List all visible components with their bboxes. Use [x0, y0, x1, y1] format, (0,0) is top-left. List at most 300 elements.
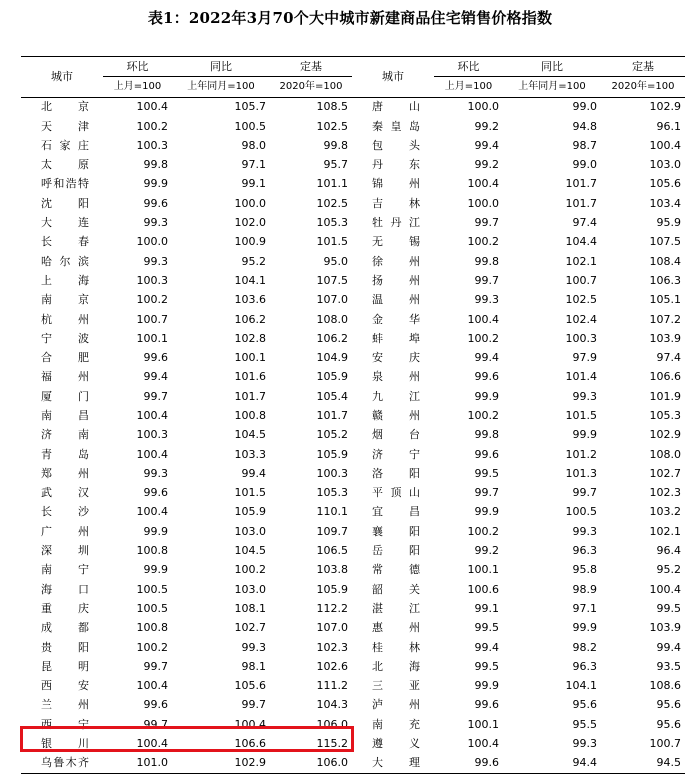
cell-yoy-right: 97.4	[572, 216, 597, 230]
cell-yoy-left: 101.5	[234, 486, 266, 500]
cell-mom-right: 100.6	[467, 582, 499, 596]
table-row	[21, 368, 685, 387]
cell-mom-left: 99.9	[143, 177, 168, 191]
cell-base-left: 102.5	[316, 196, 348, 210]
cell-yoy-right: 99.7	[572, 486, 597, 500]
cell-mom-right: 100.4	[467, 177, 499, 191]
table-row	[21, 657, 685, 676]
cell-yoy-left: 97.1	[241, 158, 266, 172]
cell-yoy-left: 100.0	[234, 196, 266, 210]
cell-yoy-right: 104.1	[565, 679, 597, 693]
cell-city-right: 烟台	[372, 428, 420, 442]
cell-yoy-right: 99.9	[572, 428, 597, 442]
cell-mom-left: 100.4	[136, 679, 168, 693]
cell-city-left: 上海	[41, 273, 89, 287]
cell-base-left: 108.0	[316, 312, 348, 326]
cell-mom-right: 99.1	[474, 601, 499, 615]
cell-yoy-right: 100.3	[565, 331, 597, 345]
cell-city-left: 海口	[41, 582, 89, 596]
cell-base-right: 105.3	[649, 408, 681, 422]
cell-mom-right: 99.8	[474, 254, 499, 268]
cell-yoy-right: 99.3	[572, 737, 597, 751]
cell-city-right: 吉林	[372, 196, 420, 210]
cell-base-right: 102.1	[649, 524, 681, 538]
table-row	[21, 503, 685, 522]
cell-mom-right: 99.6	[474, 447, 499, 461]
cell-yoy-left: 102.9	[172, 754, 270, 774]
table-row	[21, 213, 685, 232]
cell-yoy-left: 101.6	[234, 370, 266, 384]
cell-city-left: 郑州	[41, 466, 89, 480]
price-index-table	[21, 56, 685, 774]
cell-yoy-left: 100.5	[234, 119, 266, 133]
table-row	[21, 445, 685, 464]
cell-base-right: 96.4	[656, 544, 681, 558]
table-body	[21, 97, 685, 773]
cell-yoy-left: 102.7	[234, 621, 266, 635]
cell-yoy-left: 103.0	[234, 524, 266, 538]
cell-yoy-left: 99.1	[241, 177, 266, 191]
cell-mom-right: 99.2	[474, 544, 499, 558]
cell-mom-left: 99.4	[143, 370, 168, 384]
cell-base-right: 108.4	[649, 254, 681, 268]
cell-city-left: 济南	[41, 428, 89, 442]
cell-base-right: 100.4	[649, 138, 681, 152]
cell-yoy-right: 102.1	[565, 254, 597, 268]
cell-city-right: 温州	[372, 293, 420, 307]
cell-base-right: 102.9	[649, 100, 681, 114]
cell-base-left: 105.3	[316, 216, 348, 230]
cell-base-right: 106.3	[649, 273, 681, 287]
cell-city-left: 兰州	[41, 698, 89, 712]
cell-mom-left: 99.9	[143, 563, 168, 577]
cell-yoy-right: 101.7	[565, 177, 597, 191]
cell-base-left: 106.0	[270, 754, 352, 774]
cell-yoy-left: 99.3	[241, 640, 266, 654]
cell-city-right: 锦州	[372, 177, 420, 191]
cell-yoy-right: 100.7	[565, 273, 597, 287]
cell-base-right: 107.2	[649, 312, 681, 326]
table-row	[21, 541, 685, 560]
cell-base-left: 106.5	[316, 544, 348, 558]
cell-base-left: 105.4	[316, 389, 348, 403]
cell-yoy-left: 102.8	[234, 331, 266, 345]
cell-yoy-left: 106.2	[234, 312, 266, 326]
table-row	[21, 252, 685, 271]
cell-yoy-left: 105.9	[234, 505, 266, 519]
cell-base-left: 108.5	[316, 100, 348, 114]
cell-base-left: 95.0	[323, 254, 348, 268]
cell-mom-right: 99.5	[474, 466, 499, 480]
cell-base-left: 104.3	[316, 698, 348, 712]
header-city-right: 城市	[352, 57, 434, 98]
cell-base-left: 110.1	[316, 505, 348, 519]
cell-city-right: 金华	[372, 312, 420, 326]
table-row	[21, 406, 685, 425]
cell-yoy-right: 101.4	[565, 370, 597, 384]
cell-base-right: 95.6	[656, 717, 681, 731]
table-row	[21, 638, 685, 657]
cell-mom-left: 101.0	[103, 754, 172, 774]
cell-city-left: 福州	[41, 370, 89, 384]
cell-city-right: 宜昌	[372, 505, 420, 519]
cell-base-left: 95.7	[323, 158, 348, 172]
cell-city-left: 武汉	[41, 486, 89, 500]
cell-mom-left: 100.7	[136, 312, 168, 326]
cell-base-left: 105.9	[316, 582, 348, 596]
cell-mom-left: 100.5	[136, 601, 168, 615]
cell-mom-left: 99.3	[143, 466, 168, 480]
cell-mom-right: 99.6	[434, 754, 503, 774]
table-row	[21, 561, 685, 580]
cell-city-left: 大连	[41, 216, 89, 230]
cell-base-right: 105.1	[649, 293, 681, 307]
cell-mom-left: 100.8	[136, 621, 168, 635]
cell-yoy-right: 98.2	[572, 640, 597, 654]
cell-yoy-left: 108.1	[234, 601, 266, 615]
cell-mom-left: 100.2	[136, 119, 168, 133]
cell-yoy-left: 104.5	[234, 544, 266, 558]
cell-base-left: 102.3	[316, 640, 348, 654]
cell-city-left: 银川	[41, 737, 89, 751]
cell-mom-right: 99.2	[474, 158, 499, 172]
table-row	[21, 522, 685, 541]
cell-city-right: 九江	[372, 389, 420, 403]
table-row	[21, 715, 685, 734]
table-row	[21, 117, 685, 136]
cell-yoy-right: 94.4	[503, 754, 601, 774]
table-row	[21, 348, 685, 367]
cell-yoy-right: 95.5	[572, 717, 597, 731]
cell-mom-left: 99.9	[143, 524, 168, 538]
cell-mom-right: 100.4	[467, 312, 499, 326]
cell-base-right: 103.2	[649, 505, 681, 519]
cell-yoy-right: 101.5	[565, 408, 597, 422]
cell-city-right: 扬州	[372, 273, 420, 287]
cell-base-left: 105.2	[316, 428, 348, 442]
cell-yoy-left: 100.8	[234, 408, 266, 422]
cell-mom-left: 100.3	[136, 273, 168, 287]
cell-mom-right: 100.2	[467, 331, 499, 345]
cell-city-left: 深圳	[41, 544, 89, 558]
cell-mom-left: 99.6	[143, 698, 168, 712]
cell-yoy-left: 105.6	[234, 679, 266, 693]
cell-base-right: 103.4	[649, 196, 681, 210]
cell-city-left: 合肥	[41, 351, 89, 365]
cell-city-left: 南昌	[41, 408, 89, 422]
cell-base-right: 93.5	[656, 659, 681, 673]
cell-city-right: 无锡	[372, 235, 420, 249]
cell-city-right: 平顶山	[372, 486, 420, 500]
cell-base-right: 100.7	[649, 737, 681, 751]
cell-mom-left: 99.7	[143, 389, 168, 403]
cell-base-right: 101.9	[649, 389, 681, 403]
cell-mom-left: 100.4	[136, 737, 168, 751]
cell-base-left: 99.8	[323, 138, 348, 152]
cell-mom-right: 99.7	[474, 216, 499, 230]
cell-city-right: 洛阳	[372, 466, 420, 480]
cell-yoy-right: 97.9	[572, 351, 597, 365]
cell-city-left: 重庆	[41, 601, 89, 615]
cell-base-right: 103.9	[649, 621, 681, 635]
cell-mom-right: 99.5	[474, 659, 499, 673]
table-row	[21, 754, 685, 774]
cell-city-right: 韶关	[372, 582, 420, 596]
table-row	[21, 97, 685, 117]
cell-city-left: 呼和浩特	[41, 177, 89, 191]
cell-base-right: 105.6	[649, 177, 681, 191]
cell-mom-right: 99.7	[474, 486, 499, 500]
cell-base-left: 101.7	[316, 408, 348, 422]
table-row	[21, 426, 685, 445]
cell-city-left: 北京	[41, 100, 89, 114]
cell-city-right: 安庆	[372, 351, 420, 365]
cell-yoy-left: 103.6	[234, 293, 266, 307]
cell-city-left: 沈阳	[41, 196, 89, 210]
cell-mom-left: 100.0	[136, 235, 168, 249]
cell-yoy-right: 98.9	[572, 582, 597, 596]
table-row	[21, 310, 685, 329]
header-yoy-sub-left: 上年同月=100	[172, 77, 270, 97]
cell-yoy-right: 98.7	[572, 138, 597, 152]
cell-mom-left: 99.3	[143, 216, 168, 230]
cell-base-left: 115.2	[316, 737, 348, 751]
header-yoy-sub-right: 上年同月=100	[503, 77, 601, 97]
cell-base-right: 102.9	[649, 428, 681, 442]
table-row	[21, 677, 685, 696]
cell-yoy-left: 105.7	[234, 100, 266, 114]
cell-base-left: 105.9	[316, 370, 348, 384]
cell-mom-right: 100.4	[467, 737, 499, 751]
cell-city-right: 岳阳	[372, 544, 420, 558]
cell-base-left: 109.7	[316, 524, 348, 538]
cell-yoy-right: 99.3	[572, 389, 597, 403]
cell-city-right: 赣州	[372, 408, 420, 422]
cell-base-right: 103.9	[649, 331, 681, 345]
cell-city-right: 泸州	[372, 698, 420, 712]
cell-city-right: 三亚	[372, 679, 420, 693]
cell-yoy-right: 104.4	[565, 235, 597, 249]
cell-yoy-right: 100.5	[565, 505, 597, 519]
cell-city-left: 长春	[41, 235, 89, 249]
table-title: 表1：2022年3月70个大中城市新建商品住宅销售价格指数	[147, 9, 553, 27]
cell-yoy-right: 97.1	[572, 601, 597, 615]
cell-yoy-right: 102.5	[565, 293, 597, 307]
cell-mom-right: 99.4	[474, 138, 499, 152]
cell-mom-right: 99.9	[474, 389, 499, 403]
cell-city-right: 济宁	[372, 447, 420, 461]
table-row	[21, 233, 685, 252]
cell-mom-left: 100.1	[136, 331, 168, 345]
cell-mom-left: 99.6	[143, 351, 168, 365]
cell-base-left: 111.2	[316, 679, 348, 693]
cell-mom-right: 99.9	[474, 505, 499, 519]
cell-mom-left: 100.4	[136, 100, 168, 114]
cell-base-right: 102.7	[649, 466, 681, 480]
cell-mom-right: 99.4	[474, 351, 499, 365]
header-base-right: 定基	[601, 57, 685, 77]
table-row	[21, 734, 685, 753]
table-row	[21, 271, 685, 290]
cell-mom-right: 99.9	[474, 679, 499, 693]
cell-yoy-left: 103.0	[234, 582, 266, 596]
cell-yoy-left: 100.4	[234, 717, 266, 731]
header-base-sub-left: 2020年=100	[270, 77, 352, 97]
table-row	[21, 696, 685, 715]
cell-city-left: 昆明	[41, 659, 89, 673]
cell-mom-left: 100.4	[136, 447, 168, 461]
cell-yoy-right: 99.3	[572, 524, 597, 538]
cell-yoy-left: 99.4	[241, 466, 266, 480]
cell-mom-right: 100.1	[467, 563, 499, 577]
cell-city-right: 襄阳	[372, 524, 420, 538]
header-mom-sub-right: 上月=100	[434, 77, 503, 97]
cell-mom-right: 100.0	[467, 100, 499, 114]
cell-base-left: 105.3	[316, 486, 348, 500]
cell-city-left: 广州	[41, 524, 89, 538]
cell-city-left: 乌鲁木齐	[21, 754, 103, 774]
cell-city-left: 哈尔滨	[41, 254, 89, 268]
cell-base-right: 100.4	[649, 582, 681, 596]
cell-mom-left: 100.3	[136, 138, 168, 152]
header-mom-left: 环比	[103, 57, 172, 77]
table-row	[21, 580, 685, 599]
cell-yoy-left: 98.1	[241, 659, 266, 673]
cell-mom-right: 100.0	[467, 196, 499, 210]
table-row	[21, 387, 685, 406]
cell-base-left: 106.0	[316, 717, 348, 731]
cell-mom-left: 99.8	[143, 158, 168, 172]
cell-base-left: 102.5	[316, 119, 348, 133]
cell-mom-right: 100.2	[467, 524, 499, 538]
cell-city-left: 西宁	[41, 717, 89, 731]
cell-mom-left: 100.2	[136, 293, 168, 307]
cell-base-left: 101.1	[316, 177, 348, 191]
header-base-left: 定基	[270, 57, 352, 77]
cell-yoy-left: 100.9	[234, 235, 266, 249]
cell-mom-left: 100.4	[136, 505, 168, 519]
cell-mom-right: 99.6	[474, 370, 499, 384]
cell-mom-right: 99.5	[474, 621, 499, 635]
cell-yoy-left: 99.7	[241, 698, 266, 712]
cell-yoy-right: 95.6	[572, 698, 597, 712]
cell-city-left: 石家庄	[41, 138, 89, 152]
cell-base-left: 102.6	[316, 659, 348, 673]
cell-yoy-right: 101.2	[565, 447, 597, 461]
cell-mom-left: 100.2	[136, 640, 168, 654]
header-yoy-right: 同比	[503, 57, 601, 77]
cell-mom-left: 99.6	[143, 196, 168, 210]
cell-base-right: 94.5	[601, 754, 685, 774]
cell-city-right: 丹东	[372, 158, 420, 172]
cell-city-right: 惠州	[372, 621, 420, 635]
cell-city-left: 杭州	[41, 312, 89, 326]
cell-base-right: 106.6	[649, 370, 681, 384]
cell-city-left: 天津	[41, 119, 89, 133]
table-row	[21, 484, 685, 503]
cell-city-left: 西安	[41, 679, 89, 693]
cell-city-left: 青岛	[41, 447, 89, 461]
cell-mom-left: 100.3	[136, 428, 168, 442]
cell-city-right: 包头	[372, 138, 420, 152]
cell-base-right: 107.5	[649, 235, 681, 249]
cell-mom-left: 99.7	[143, 659, 168, 673]
cell-mom-left: 99.7	[143, 717, 168, 731]
cell-mom-left: 100.5	[136, 582, 168, 596]
cell-mom-right: 99.7	[474, 273, 499, 287]
cell-city-right: 南充	[372, 717, 420, 731]
cell-base-left: 101.5	[316, 235, 348, 249]
cell-base-right: 99.5	[656, 601, 681, 615]
cell-city-right: 遵义	[372, 737, 420, 751]
cell-base-left: 106.2	[316, 331, 348, 345]
cell-base-right: 95.6	[656, 698, 681, 712]
cell-city-right: 牡丹江	[372, 216, 420, 230]
header-city-left: 城市	[21, 57, 103, 98]
cell-base-left: 107.5	[316, 273, 348, 287]
header-base-sub-right: 2020年=100	[601, 77, 685, 97]
cell-mom-left: 100.4	[136, 408, 168, 422]
cell-city-left: 南京	[41, 293, 89, 307]
cell-city-right: 徐州	[372, 254, 420, 268]
cell-city-right: 蚌埠	[372, 331, 420, 345]
cell-base-left: 107.0	[316, 293, 348, 307]
table-row	[21, 329, 685, 348]
cell-base-left: 100.3	[316, 466, 348, 480]
cell-city-right: 唐山	[372, 100, 420, 114]
cell-yoy-right: 101.3	[565, 466, 597, 480]
cell-yoy-left: 106.6	[234, 737, 266, 751]
cell-city-left: 厦门	[41, 389, 89, 403]
cell-base-left: 112.2	[316, 601, 348, 615]
cell-mom-right: 100.1	[467, 717, 499, 731]
cell-yoy-left: 100.1	[234, 351, 266, 365]
cell-yoy-right: 94.8	[572, 119, 597, 133]
cell-yoy-left: 98.0	[241, 138, 266, 152]
table-row	[21, 136, 685, 155]
cell-base-left: 103.8	[316, 563, 348, 577]
cell-city-right: 北海	[372, 659, 420, 673]
cell-city-left: 南宁	[41, 563, 89, 577]
cell-mom-right: 99.8	[474, 428, 499, 442]
header-mom-right: 环比	[434, 57, 503, 77]
cell-base-right: 108.0	[649, 447, 681, 461]
header-mom-sub-left: 上月=100	[103, 77, 172, 97]
cell-mom-right: 99.6	[474, 698, 499, 712]
cell-mom-left: 99.3	[143, 254, 168, 268]
cell-base-right: 95.2	[656, 563, 681, 577]
cell-mom-right: 99.2	[474, 119, 499, 133]
cell-base-left: 105.9	[316, 447, 348, 461]
cell-mom-left: 99.6	[143, 486, 168, 500]
cell-city-left: 贵阳	[41, 640, 89, 654]
cell-yoy-right: 102.4	[565, 312, 597, 326]
cell-yoy-right: 95.8	[572, 563, 597, 577]
table-row	[21, 155, 685, 174]
table-row	[21, 291, 685, 310]
cell-base-right: 103.0	[649, 158, 681, 172]
cell-mom-right: 100.2	[467, 408, 499, 422]
cell-city-left: 太原	[41, 158, 89, 172]
cell-mom-left: 100.8	[136, 544, 168, 558]
cell-yoy-right: 101.7	[565, 196, 597, 210]
cell-base-right: 97.4	[656, 351, 681, 365]
cell-city-right: 泉州	[372, 370, 420, 384]
cell-yoy-left: 103.3	[234, 447, 266, 461]
cell-base-right: 102.3	[649, 486, 681, 500]
cell-mom-right: 99.3	[474, 293, 499, 307]
cell-city-right: 湛江	[372, 601, 420, 615]
